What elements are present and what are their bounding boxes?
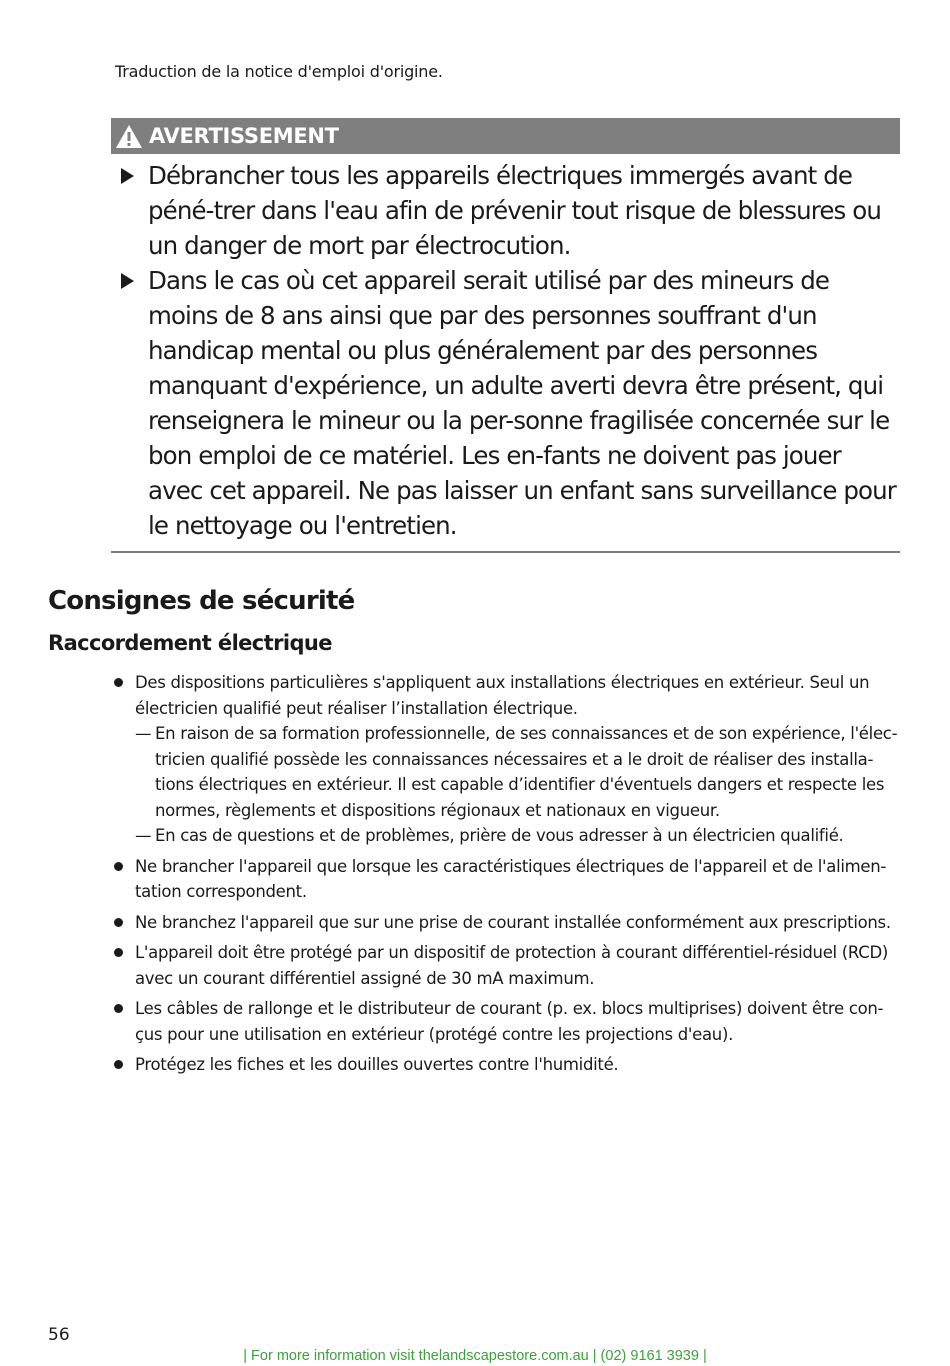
list-item [110,910,900,936]
bullet-dot-icon [114,948,123,957]
list-item [110,996,900,1047]
triangle-bullet-icon [121,168,134,184]
warning-item-text: Dans le cas où cet appareil serait utilisé par des mineurs de moins de 8 ans ainsi que par des personnes souffrant d'un handicap mental ou plus généralement par des personnes manquant d'expérience, un adulte averti devra être présent, qui renseignera le mineur ou la per-sonne fragilisée concernée sur le bon emploi de ce matériel. Les en-fants ne doivent pas jouer avec cet appareil. Ne pas laisser un enfant sans surveillance pour le nettoyage ou l'entretien. [148,266,896,540]
section-subtitle: Raccordement électrique [48,631,332,655]
bullet-dot-icon [114,1004,123,1013]
warning-item [111,263,900,543]
list-item [110,940,900,991]
warning-box [111,118,900,553]
intro-text: Traduction de la notice d'emploi d'origine. [115,62,443,81]
sub-list-item-text: En raison de sa formation professionnelle, de ses connaissances et de son expérience, l'élec-tricien qualifié possède les connaissances nécessaires et a le droit de réaliser des installa-tions électriques en extérieur. Il est capable d’identifier d'éventuels dangers et respecte les normes, règlements et dispositions régionaux et nationaux en vigueur. [155,724,898,820]
sub-list-item [135,823,900,849]
dash-marker: — [135,724,152,743]
warning-item-text: Débrancher tous les appareils électriques immergés avant de péné-trer dans l'eau afin de prévenir tout risque de blessures ou un danger de mort par électrocution. [148,161,882,260]
bullet-dot-icon [114,678,123,687]
sub-list [135,721,900,849]
list-item [110,1052,900,1078]
dash-marker: — [135,826,152,845]
warning-header [111,118,900,154]
list-item-text: Ne brancher l'appareil que lorsque les caractéristiques électriques de l'appareil et de l'alimen-tation correspondent. [135,856,887,901]
bullet-dot-icon [114,1060,123,1069]
list-item [110,854,900,905]
warning-title: AVERTISSEMENT [149,124,339,148]
safety-list [110,670,900,1083]
bullet-dot-icon [114,862,123,871]
list-item-text: L'appareil doit être protégé par un dispositif de protection à courant différentiel-résiduel (RCD) avec un courant différentiel assigné de 30 mA maximum. [135,943,889,988]
bullet-dot-icon [114,918,123,927]
list-item [110,670,900,849]
warning-triangle-icon [115,124,143,149]
list-item-text: Ne branchez l'appareil que sur une prise de courant installée conformément aux prescriptions. [135,912,891,932]
triangle-bullet-icon [121,273,134,289]
list-item-text: Protégez les fiches et les douilles ouvertes contre l'humidité. [135,1055,619,1074]
page-number: 56 [48,1325,70,1345]
warning-list [111,158,900,543]
list-item-text: Les câbles de rallonge et le distributeur de courant (p. ex. blocs multiprises) doivent être con-çus pour une utilisation en extérieur (protégé contre les projections d'eau). [135,999,884,1044]
sub-list-item [135,721,900,823]
warning-item [111,158,900,263]
footer-info-link[interactable]: | For more information visit thelandscapestore.com.au | (02) 9161 3939 | [243,1348,707,1364]
list-item-text: Des dispositions particulières s'appliquent aux installations électriques en extérieur. Seul un électricien qualifié peut réaliser l’installation électrique. [135,673,870,718]
sub-list-item-text: En cas de questions et de problèmes, prière de vous adresser à un électricien qualifié. [155,826,844,845]
section-title: Consignes de sécurité [48,586,355,616]
